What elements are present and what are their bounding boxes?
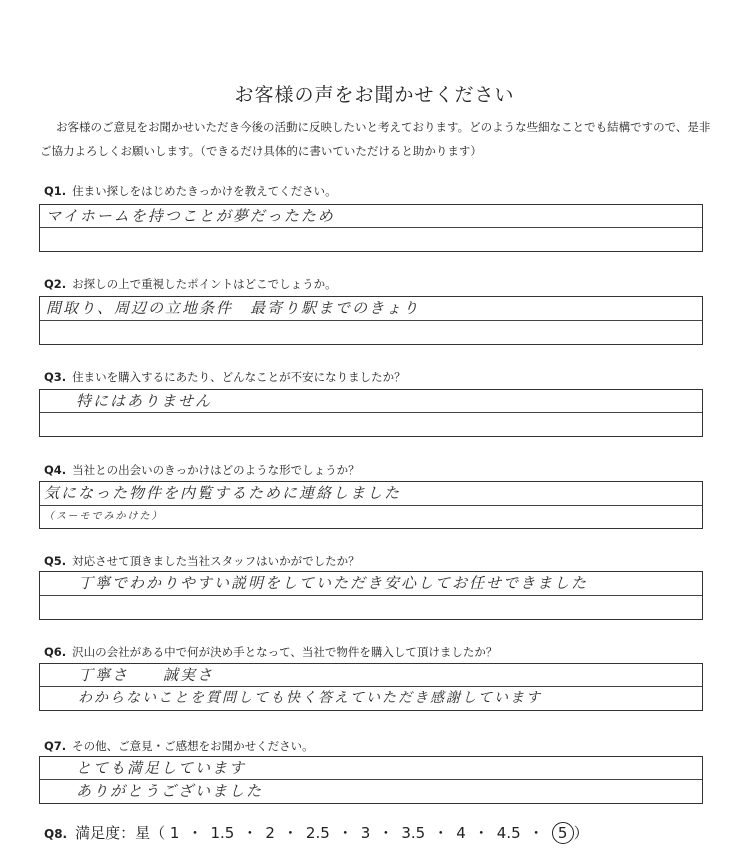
question-number: Q5.: [44, 554, 67, 568]
answer-box-5[interactable]: [39, 571, 703, 620]
star-option-selected[interactable]: 5: [552, 822, 574, 844]
answer-box-2[interactable]: [39, 296, 703, 345]
satisfaction-label: 満足度：星（: [75, 824, 166, 842]
question-5: [44, 553, 360, 569]
answer-line[interactable]: [40, 228, 702, 251]
answer-box-7[interactable]: [39, 756, 703, 804]
answer-line[interactable]: マイホームを持つことが夢だったため: [40, 205, 702, 228]
question-3: [44, 369, 406, 385]
question-1: [44, 183, 337, 199]
answer-line[interactable]: [40, 596, 702, 619]
question-text: 対応させて頂きました当社スタッフはいかがでしたか？: [72, 554, 360, 568]
question-8-satisfaction: Q8. 満足度：星（ 1 ・ 1.5 ・ 2 ・ 2.5 ・ 3 ・ 3.5 ・ 4 ・ 4.5 ・ 5 ）: [44, 824, 589, 842]
question-text: 沢山の会社がある中で何が決め手となって、当社で物件を購入して頂けましたか？: [72, 645, 498, 659]
answer-line[interactable]: ありがとうございました: [76, 782, 264, 800]
star-option[interactable]: 4: [456, 824, 466, 842]
answer-line[interactable]: 特にはありません: [40, 390, 702, 413]
star-option[interactable]: 3: [360, 824, 371, 842]
question-text: 住まい探しをはじめたきっかけを教えてください。: [72, 184, 337, 198]
answer-line[interactable]: （スーモでみかけた）: [44, 511, 164, 522]
question-number: Q8.: [44, 827, 68, 841]
answer-line[interactable]: 気になった物件を内覧するために連絡しました: [40, 482, 702, 506]
question-number: Q7.: [44, 739, 67, 753]
star-option[interactable]: 2.5: [305, 824, 330, 842]
question-text: その他、ご意見・ご感想をお聞かせください。: [72, 739, 314, 753]
answer-line[interactable]: 丁寧でわかりやすい説明をしていただき安心してお任せできました: [40, 572, 702, 596]
star-option[interactable]: 1: [169, 824, 180, 842]
question-number: Q6.: [44, 645, 67, 659]
question-text: お探しの上で重視したポイントはどこでしょうか。: [72, 277, 337, 291]
page-title: お客様の声をお聞かせください: [234, 84, 515, 106]
answer-box-3[interactable]: [39, 389, 703, 437]
satisfaction-close: ）: [573, 824, 589, 842]
answer-box-1[interactable]: [39, 204, 703, 252]
star-option[interactable]: 1.5: [210, 824, 235, 842]
answer-line[interactable]: わからないことを質問しても快く答えていただき感謝しています: [78, 690, 542, 706]
answer-box-6[interactable]: [39, 663, 703, 711]
star-option[interactable]: 4.5: [496, 824, 521, 842]
question-number: Q1.: [44, 184, 67, 198]
answer-line[interactable]: 丁寧さ 誠実さ: [40, 664, 702, 687]
answer-line[interactable]: 間取り、周辺の立地条件 最寄り駅までのきょり: [40, 297, 702, 321]
question-6: [44, 644, 497, 660]
question-number: Q2.: [44, 277, 67, 291]
answer-line[interactable]: [40, 413, 702, 436]
star-option[interactable]: 3.5: [401, 824, 426, 842]
question-7: [44, 738, 314, 754]
answer-line[interactable]: [40, 321, 702, 344]
answer-line[interactable]: とても満足しています: [40, 757, 702, 780]
answer-box-4[interactable]: [39, 481, 703, 529]
question-4: [44, 462, 360, 478]
question-number: Q4.: [44, 463, 67, 477]
star-option[interactable]: 2: [265, 824, 275, 842]
question-text: 住まいを購入するにあたり、どんなことが不安になりましたか？: [72, 370, 406, 384]
question-2: [44, 276, 337, 292]
question-number: Q3.: [44, 370, 67, 384]
intro-text: お客様のご意見をお聞かせいただき今後の活動に反映したいと考えております。どのような些細なことでも結構ですので、是非ご協力よろしくお願いします。（できるだけ具体的に書いていただけると助かります）: [40, 120, 711, 158]
question-text: 当社との出会いのきっかけはどのような形でしょうか？: [72, 463, 360, 477]
